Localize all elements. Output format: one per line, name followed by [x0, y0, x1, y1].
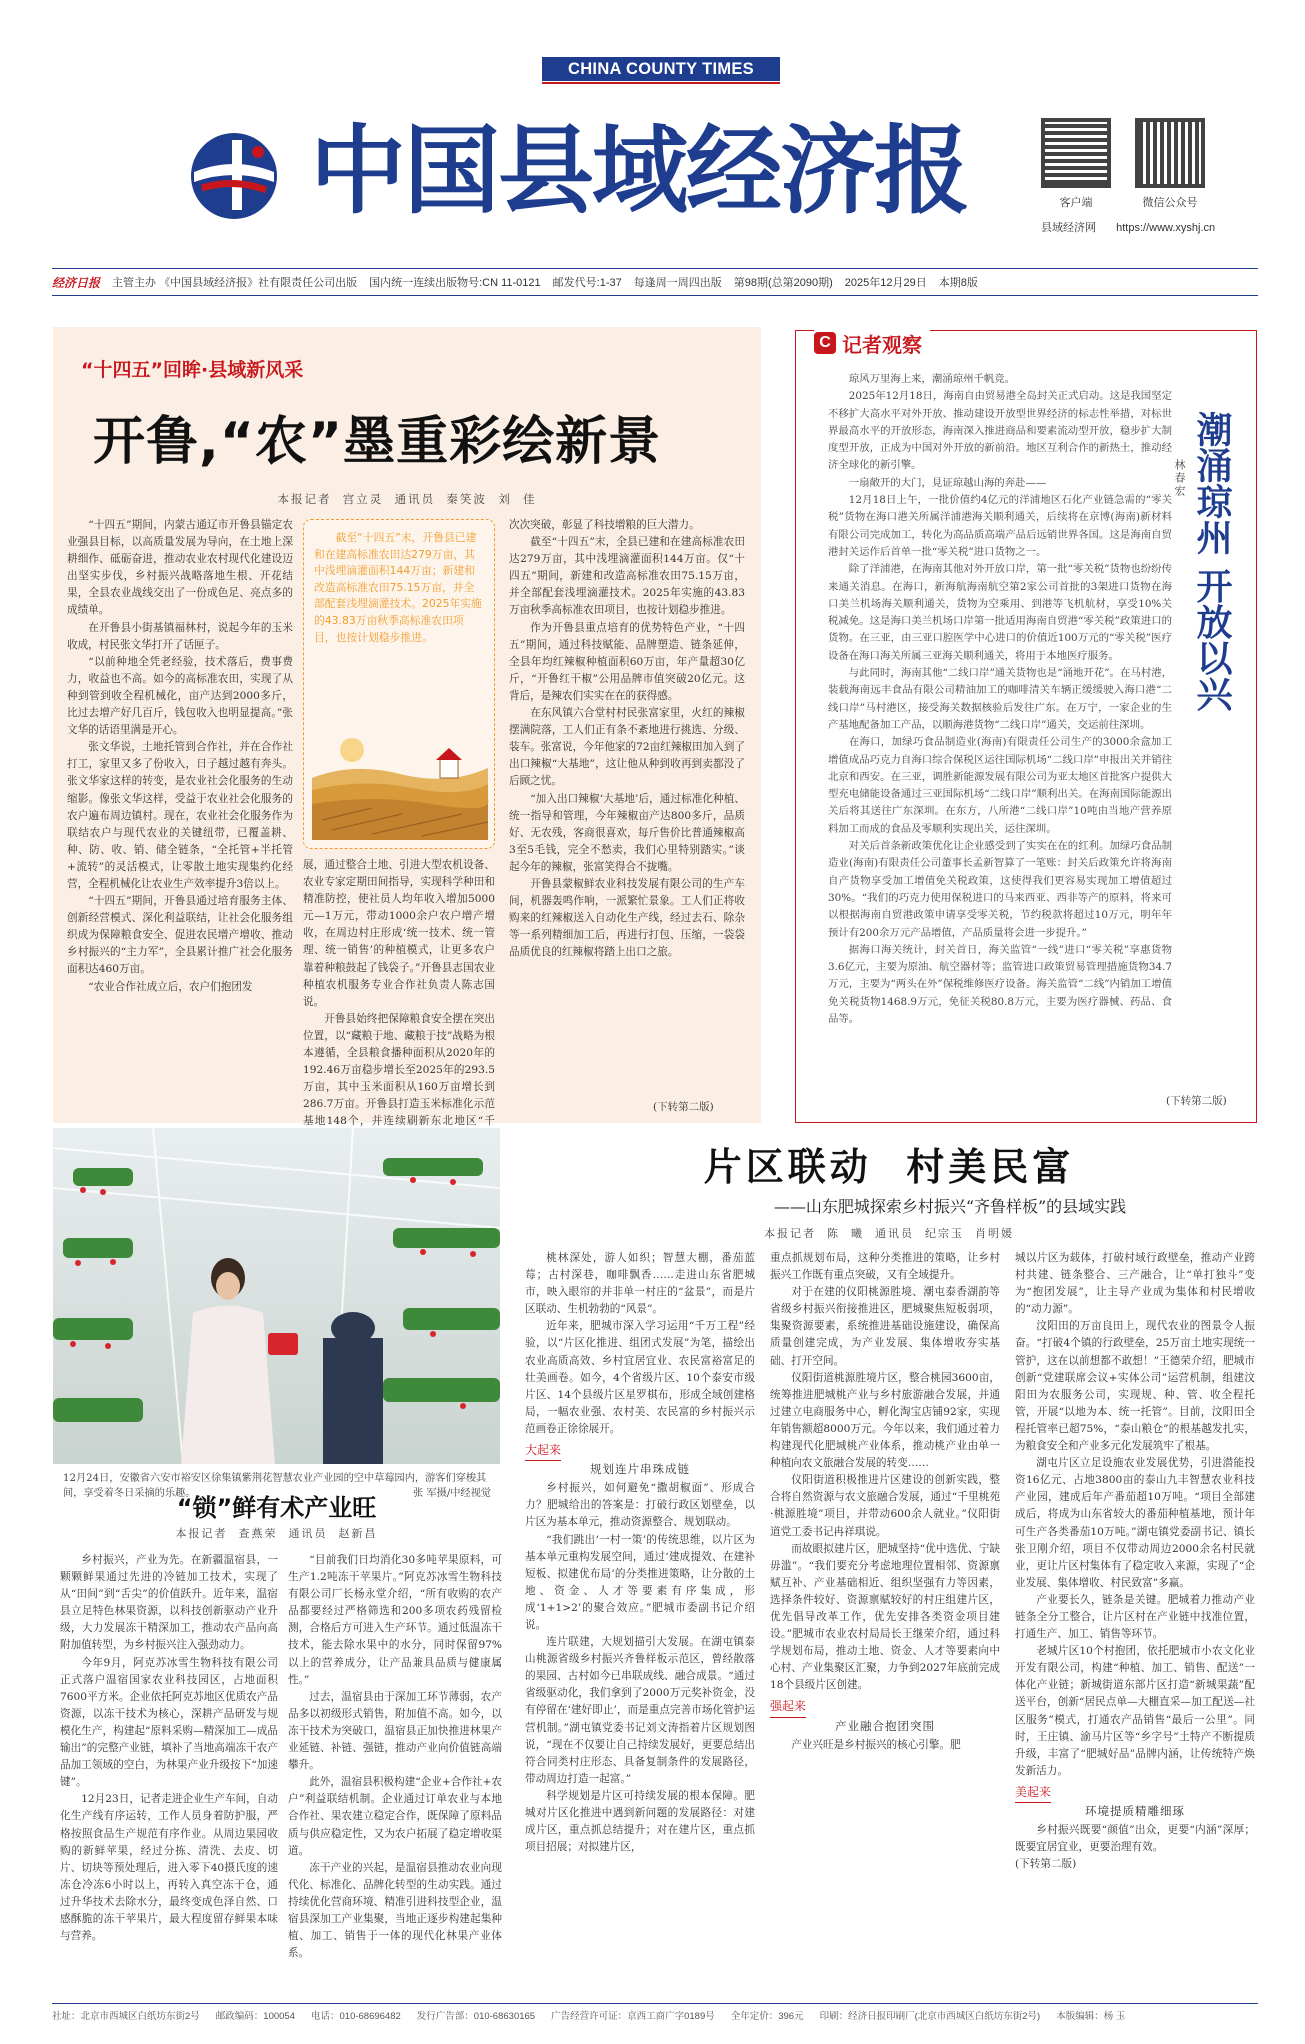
story-para: 城以片区为载体，打破村域行政壁垒，推动产业跨村共建、链条整合、三产融合，让“单打独斗”变为“抱团发展”，让主导产业成为集体和村民增收的“动力源”。 [1015, 1252, 1255, 1316]
feicheng-continued: (下转第二版) [1015, 1858, 1077, 1871]
story-para: 汶阳田的万亩良田上，现代农业的图景令人振奋。“打破4个镇的行政壁垒，25万亩土地实现统一管护，这在以前想都不敢想！”王德荣介绍，肥城市创新“党建联席会议+实体公司”运营机制，组建汶阳田为农服务公司，实现规、种、管、收全程托管，开展“以地为本、统一托管”。目前，汶阳田全程托管率已超75%，“泰山粮仓”的根基越发扎实，为粮食安全和产业多元化发展筑牢了根基。 [1015, 1320, 1255, 1453]
observation-para: 与此同时，海南其他“二线口岸”通关货物也是“涌地开花”。在马村港，装载海南远丰食品有限公司精油加工的咖啡清关车辆正缓缓驶入海口港“二线口岸”马村港区，接受海关数据核验后发往广东。在万宁，一家企业的生产基地配备加工产品，以顺海港货物“二线口岸”通关，交运前往深圳。 [828, 667, 1172, 731]
story-zhao-byline: 本报记者 查燕荣 通讯员 赵新昌 [175, 1527, 378, 1540]
observation-para: 12月18日上午，一批价值约4亿元的洋浦地区石化产业链急需的“零关税”货物在海口港关所属洋浦港海关顺利通关，后续将在京博(海南)新材料有限公司完成加工，转化为高品质高端产品后远销世界各国。这是海南自贸港封关运作后首单一批“零关税”进口货物之一。 [828, 494, 1172, 558]
feature-para: 开鲁县蒙椒鲜农业科技发展有限公司的生产车间，机器轰鸣作响，一派繁忙景象。工人们正将收购来的红辣椒送入自动化生产线，经过去石、除杂等一系列精细加工后，再进行打包、压缩，一袋袋品质优良的红辣椒将踏上出口之旅。 [509, 877, 745, 959]
story-feicheng-byline: 本报记者 陈 曦 通讯员 纪宗玉 肖明媛 [764, 1227, 1014, 1240]
qr-code-wechat-label: 微信公众号 [1142, 197, 1198, 209]
series-label: “十四五”回眸·县域新风采 [81, 359, 304, 381]
story-para: 乡村振兴既要“颜值”出众，更要“内涵”深厚；既要宜居宜业，更要治理有效。 [1015, 1824, 1255, 1854]
footer-address: 社址：北京市西城区白纸坊东街2号 [52, 2010, 200, 2022]
feature-col-1 [67, 517, 293, 1111]
subhead-3-label: 美起来 [1015, 1784, 1051, 1803]
story-zhao-headline: “锁”鲜有术产业旺 [176, 1494, 377, 1522]
story-para: 产业兴旺是乡村振兴的核心引擎。肥 [791, 1738, 961, 1751]
observation-body [828, 371, 1172, 1111]
postal-code: 邮发代号:1-37 [552, 277, 622, 289]
story-para: 湖屯片区立足设施农业发展优势，引进潜能投资16亿元、占地3800亩的泰山九丰智慧农业科技产业园，建成后年产番茄超10万吨。“项目全部建成后，将成为山东省较大的番茄种植基地，预计年可生产各类番茄10万吨。”湖屯镇党委副书记、镇长张卫刚介绍，项目不仅带动周边2000余名村民就业，更让片区村集体有了稳定收入来源，实现了“企业发展、集体增收、村民致富”多赢。 [1015, 1457, 1255, 1589]
feature-para: 在开鲁县小街基镇福林村，说起今年的玉米收成，村民张文华打开了话匣子。 [67, 621, 293, 651]
info-bar [52, 268, 1258, 296]
feature-para: “加入出口辣椒‘大基地’后，通过标准化种植、统一指导和管理，今年辣椒亩产达800多斤，品质好、无农残，客商很喜欢，每斤售价比普通辣椒高3至5毛钱，完全不愁卖，我们心里特别踏实。”谈起今年的辣椒，张富笑得合不拢嘴。 [509, 792, 745, 873]
feature-para: 次次突破，彰显了科技增粮的巨大潜力。 [509, 519, 700, 531]
qr-code-wechat[interactable] [1135, 118, 1205, 188]
subhead-3 [1015, 1784, 1255, 1820]
observation-title: 潮涌琼州 开放以兴 [1191, 411, 1233, 712]
qr-code-client-label: 客户端 [1059, 197, 1093, 209]
story-para: 对于在建的仪阳桃源胜境、潮屯泰香湖韵等省级乡村振兴衔接推进区，肥城聚焦短板弱项，集聚资源要素，系统推进基础设施建设，确保高质量创建完成，为产业发展、集体增收夯实基础、打开空间。 [770, 1286, 1000, 1367]
feature-col-3 [509, 517, 745, 1095]
logo-emblem-icon [188, 130, 280, 222]
footer-price: 全年定价：396元 [730, 2010, 804, 2022]
issue-number: 第98期(总第2090期) [733, 277, 833, 289]
website-url[interactable]: https://www.xyshj.cn [1116, 222, 1216, 234]
feature-para: “农业合作社成立后，农户们抱团发 [88, 980, 253, 993]
story-para: 产业要长久，链条是关键。肥城着力推动产业链条全分工整合，让片区村在产业链中找准位置，打通生产、加工、销售等环节。 [1015, 1593, 1255, 1641]
observation-para: 琼风万里海上来，潮涌琼州千帆竞。 [848, 373, 1016, 385]
feature-para: “十四五”期间，开鲁县通过培育服务主体、创新经营模式、深化利益联结，让社会化服务组织成为保障粮食安全、促进农民增产增收、推动乡村振兴的“主力军”，全县累计推广社会化服务面积达460万亩。 [67, 895, 293, 976]
feature-para: 张文华说，土地托管到合作社，并在合作社打工，家里又多了份收入，日子越过越有奔头。张文华家这样的转变，是农业社会化服务的生动缩影。像张文华这样，受益于农业社会化服务的农户遍布周边镇村。现在，农业社会化服务作为联结农户与现代农业的关键纽带，已覆盖耕、种、防、收、销、储全链条，“全托管+半托管+流转”的灵活模式，让零散土地实现集约化经营，全程机械化让农业生产效率提升3倍以上。 [67, 741, 293, 890]
observation-box [795, 330, 1257, 1123]
story-para: 连片联建，大规划描引大发展。在湖屯镇泰山桃源省级乡村振兴齐鲁样板示范区，曾经散落的果园、古村如今已串联成线、融合成景。“通过省级驱动化，我们拿到了2000万元奖补资金，没有停留在‘建好即止’，而是重点完善市场化管护运营机制。”湖屯镇党委书记刘文涛指着片区规划图说，“现在不仅要让自己持续发展好，更要总结出符合同类村庄形态、具备复制条件的发展路径，带动周边打造一起富。” [525, 1636, 755, 1785]
feature-continued: (下转第二版) [653, 1101, 714, 1113]
story-zhao-col-1 [60, 1552, 278, 1972]
subhead-3-title: 环境提质精雕细琢 [1085, 1804, 1185, 1818]
feicheng-col-2 [770, 1250, 1000, 1990]
story-para: 科学规划是片区可持续发展的根本保障。肥城对片区化推进中遇到新问题的发展路径：对建成片区，重点抓总结提升；对在建片区，重点抓项目招展；对拟建片区， [525, 1789, 755, 1854]
footer-editor: 本版编辑：杨 玉 [1056, 2010, 1126, 2022]
story-zhao-col-2 [288, 1552, 502, 1972]
story-para: “我们跳出‘一村一策’的传统思维，以片区为基本单元重构发展空间，通过‘建成提效、在建补短板、拟建优布局’的分类推进策略，让分散的土地、资金、人才等要素有序集成，形成‘1+1>2’的聚合效应。”肥城市委副书记介绍说。 [525, 1533, 755, 1631]
story-para: 重点抓规划布局，这种分类推进的策略，让乡村振兴工作既有重点突破，又有全域提升。 [770, 1252, 1000, 1282]
qr-code-client[interactable] [1041, 118, 1111, 188]
observation-continued: (下转第二版) [1166, 1095, 1227, 1107]
footer-bar [52, 2003, 1258, 2025]
observation-para: 除了洋浦港，在海南其他对外开放口岸，第一批“零关税”货物也纷纷传来通关消息。在海口，新海航海南航空第2家公司首批的3架进口货物在海口美兰机场海关顺利通关，货物为空乘用、到港等飞机航材，享受10%关税减免。这是海口美兰机场口岸第一批适用海南自贸港“零关税”政策进口的货物。在三亚，由三亚口腔医学中心进口的价值近100万元的“零关税”医疗设备在海口海关所属三亚海关顺利通关，将用于本地医疗服务。 [828, 563, 1172, 662]
story-para: 桃林深处，游人如织；智慧大棚，番茄蓝莓；古村深巷，咖啡飘香……走进山东省肥城市，映入眼帘的并非单一村庄的“盆景”，而是片区联动、生机勃勃的“风景”。 [525, 1252, 755, 1316]
story-feicheng-subtitle: ——山东肥城探索乡村振兴“齐鲁样板”的县域实践 [773, 1197, 1127, 1216]
observation-label: 记者观察 [842, 332, 922, 357]
feature-para: 展，通过整合土地、引进大型农机设备、农业专家定期田间指导，实现科学种田和精准防控，使社员人均年收入增加5000元—1万元，带动1000余户农户增产增收，在周边村庄形成‘统一技术、统一管理、统一销售’的种植模式，让更多农户靠着种粮鼓起了钱袋子。”开鲁县志国农业种植农机服务专业合作社负责人陈志国说。 [303, 859, 495, 1008]
observation-para: 据海口海关统计，封关首日，海关监管“一线”进口“零关税”享惠货物3.6亿元，主要为原油、航空器材等；监管进口政策贸易管理措施货物34.7万元，主要为“两头在外”保税维修医疗设备。海关监管“二线”内销加工增值免关税货物1468.9万元，免征关税80.8万元，主要为医疗器械、药品、食品等。 [828, 943, 1172, 1025]
story-para: 今年9月，阿克苏冰雪生物科技有限公司正式落户温宿国家农业科技园区，占地面积7600平方米。企业依托阿克苏地区优质农产品资源，以冻干技术为核心，深耕产品研发与规模化生产，构建起“原料采购—精深加工—成品输出”的完整产业链，填补了当地高端冻干农产品加工领域的空白，为林果产业升级按下“加速键”。 [60, 1656, 278, 1789]
story-para: 仪阳街道积极推进片区建设的创新实践，整合将自然资源与农文旅融合发展，通过“千里桃苑·桃源胜境”项目，并带动600余人就业。”仪阳街道党工委书记冉祥琪说。 [770, 1474, 1000, 1538]
feature-byline: 本报记者 宫立灵 通讯员 秦笑波 刘 佳 [277, 492, 537, 506]
feature-story [53, 327, 761, 1128]
feature-para: “十四五”期间，内蒙古通辽市开鲁县锚定农业强县目标，以高质量发展为导向，在土地上深耕细作、砥砺奋进，推动农业农村现代化建设迈出坚实步伐，乡村振兴战略落地生根、开花结果，全县农业战线交出了一份成色足、亮点多的成绩单。 [67, 519, 293, 617]
website-label: 县域经济网 [1041, 222, 1096, 234]
page-count: 本期8版 [938, 277, 978, 289]
photo-caption-text: 12月24日，安徽省六安市裕安区徐集镇紫荆花智慧农业产业园的空中草莓园内，游客们穿梭其间，享受着冬日采摘的乐趣。 [63, 1473, 487, 1499]
english-name-banner: CHINA COUNTY TIMES [542, 57, 780, 81]
story-para: 12月23日，记者走进企业生产车间，自动化生产线有序运转，工作人员身着防护服，严格按照食品生产规范有序作业。从周边果园收购的新鲜苹果，经过分拣、清洗、去皮、切片、切块等预处理后，进入零下40摄氏度的速冻仓冷冻6小时以上，再转入真空冻干仓，通过升华技术去除水分，最终变成色泽自然、口感酥脆的冻干苹果片，最大程度留存鲜果本味与营养。 [60, 1793, 278, 1943]
masthead-title: 中国县域经济报 [310, 114, 968, 227]
photo-credit: 张 军摄/中经视觉 [413, 1488, 491, 1499]
story-para: 仪阳街道桃源胜境片区，整合桃园3600亩，统筹推进肥城桃产业与乡村旅游融合发展，并通过建立电商服务中心，孵化淘宝店铺92家，实现年销售额超8000万元。今年以来，我们通过着力构建现代化肥城桃产业体系，推动桃产业由单一种植向农文旅融合发展的转变…… [770, 1371, 1000, 1470]
strawberry-greenhouse-photo [53, 1128, 500, 1464]
subhead-1 [525, 1442, 755, 1478]
subhead-2 [770, 1698, 1000, 1734]
feature-para: 在东风镇六合堂村村民张富家里，火红的辣椒摆满院落，工人们正有条不紊地进行挑选、分级、装车。张富说，今年他家的72亩红辣椒田加入到了出口辣椒“大基地”，这让他从种到收再到卖都没了后顾之忧。 [509, 707, 745, 788]
callout-text: 截至“十四五”末，开鲁县已建和在建高标准农田达279万亩，其中浅埋滴灌面积144万亩；新建和改造高标准农田75.15万亩，并全部配套浅埋滴灌技术。2025年实施的43.83万亩秋季高标准农田项目，也按计划稳步推进。 [314, 531, 482, 644]
masthead-underline [542, 82, 780, 84]
footer-distribution: 发行广告部：010-68630165 [416, 2010, 536, 2022]
story-para: 乡村振兴，如何避免“撒胡椒面”、形成合力？肥城给出的答案是：打破行政区划壁垒，以片区为基本单元，推动资源整合、规划联动。 [525, 1482, 755, 1529]
observation-para: 一扇敞开的大门，見证琼越山海的奔赴—— [848, 476, 1047, 489]
masthead [0, 0, 1305, 260]
website-line [1041, 219, 1261, 235]
observation-badge-icon: C [814, 332, 836, 354]
sponsor-logo: 经济日报 [52, 275, 101, 290]
issue-date: 2025年12月29日 [844, 277, 927, 289]
story-para: 老城片区10个村抱团，依托肥城市小农文化业开发有限公司，构建“种植、加工、销售、配送”一体化产业链；新城街道东部片区打造“新城果蔬”配送平台，创新“居民点单—大棚直采—加工配送—社区服务”模式，打通农产品销售“最后一公里”。同时，王庄镇、渝马片区等“乡字号”土特产不断提质升级，丰富了“肥城好品”品牌内涵，让传统特产焕发新活力。 [1015, 1645, 1255, 1777]
story-para: “目前我们日均消化30多吨苹果原料，可生产1.2吨冻干苹果片。”阿克苏冰雪生物科技有限公司厂长杨永堂介绍，“所有收购的农产品都要经过严格筛选和200多项农药残留检测，合格后方可进入生产环节。通过低温冻干技术，能去除水果中的水分，同时保留97%以上的营养成分，让产品兼具品质与健康属性。” [288, 1554, 502, 1686]
footer-postcode: 邮政编码：100054 [215, 2010, 295, 2022]
footer-license: 广告经营许可证：京西工商广字0189号 [551, 2010, 715, 2022]
data-callout-box [303, 519, 495, 849]
frequency: 每逢周一周四出版 [633, 277, 722, 289]
observation-para: 对关后首条新政策优化让企业感受到了实实在在的红利。加绿巧食品制造业(海南)有限责任公司董事长孟新智算了一笔账：封关后政策允许将海南自产货物享受加工增值免关税政策，这使得我们更容易实现加工增值超过30%。“我们的巧克力使用保税进口的马来西亚、西非等产的原料，将来可以根据海南自贸港政策申请享受零关税，节约税款将超过10万元，明年年预计有200余万元产品增值，产品质量将会进一步提升。” [828, 840, 1172, 939]
observation-header [814, 329, 930, 357]
feicheng-col-3 [1015, 1250, 1255, 1990]
farmland-illustration [312, 728, 488, 840]
observation-author: 林春宏 [1173, 459, 1186, 498]
feature-para: 开鲁县始终把保障粮食安全摆在突出位置，以“藏粮于地、藏粮于技”战略为根本遵循，全县粮食播种面积从2020年的192.46万亩稳步增长至2025年的293.5万亩，其中玉米面积从160万亩增长到286.7万亩。开鲁县打造玉米标准化示范基地148个，并连续刷新东北地区“千 [303, 1012, 495, 1128]
footer-phone: 电话：010-68696482 [311, 2010, 401, 2022]
observation-para: 2025年12月18日，海南自由贸易港全岛封关正式启动。这是我国坚定不移扩大高水平对外开放、推动建设开放型世界经济的标志性举措，对标世界最高水平的开放形态，海南深入推进商品和要素流动型开放，稳步扩大制度型开放，正成为中国对外开放的新前沿。地区互利合作的新热土，推动经济全球化的新引擎。 [828, 390, 1172, 472]
story-para: 近年来，肥城市深入学习运用“千万工程”经验，以“片区化推进、组团式发展”为笔，描绘出农业高质高效、乡村宜居宜业、农民富裕富足的壮美画卷。如今，4个省级片区、10个泰安市级片区、14个县级片区星罗棋布，形成全域创建格局，一幅农业强、农村美、农民富的乡村振兴示范画卷正徐徐展开。 [525, 1320, 755, 1435]
feicheng-col-1 [525, 1250, 755, 1990]
sponsor-text: 主管主办 《中国县域经济报》社有限责任公司出版 [112, 277, 358, 289]
feature-para: 截至“十四五”末，全县已建和在建高标准农田达279万亩，其中浅埋滴灌面积144万亩。仅“十四五”期间，新建和改造高标准农田75.15万亩，并全部配套浅埋滴灌技术。2025年实施的43.83万亩秋季高标准农田项目，也按计划稳步推进。 [509, 536, 745, 617]
feature-para: “以前种地全凭老经验，技术落后，费事费力，收益也不高。如今的高标准农田，实现了从种到管到收全程机械化，亩产达到2000多斤，比过去增产好几百斤，钱包收入也明显提高。”张文华的话语里满是开心。 [67, 655, 293, 737]
story-para: 冻干产业的兴起，是温宿县推动农业向现代化、标准化、品牌化转型的生动实践。通过持续优化营商环境、精准引进科技型企业，温宿县深加工产业集聚，当地正逐步构建起集种植、加工、销售于一体的现代化林果产业体系。 [288, 1861, 502, 1960]
feature-col-2 [303, 857, 495, 1128]
story-para: 而故眼拟建片区，肥城坚持“优中选优、宁缺毋滥”。“我们要充分考虑地理位置相邻、资源禀赋互补、产业基础相近、组织坚强有力等因素，选择条件较好、资源禀赋较好的村庄组建片区，优先倡导改革工作，优先安排各类资金项目建设。”肥城市农业农村局局长王继荣介绍，通过科学规划布局，推动土地、资金、人才等要素向中心村、产业集聚区汇聚，力争到2027年底前完成18个县级片区创建。 [770, 1542, 1000, 1692]
observation-para: 在海口，加绿巧食品制造业(海南)有限责任公司生产的3000余盒加工增值成品巧克力自海口综合保税区运往国际机场“二线口岸”申报出关并销往北京和西安。在三亚，调胜新能源发展有限公司为亚太地区首批客户提供大型充电储能设备通过三亚国际机场“二线口岸”顺利出关。在海南国际能源出关后将其送往广东深圳。在东方，八所港“二线口岸”10吨由当地产营养原料加工而成的食品及零顺利实现出关，运往深圳。 [828, 736, 1172, 835]
story-feicheng-headline: 片区联动 村美民富 [703, 1144, 1075, 1189]
story-para: 乡村振兴，产业为先。在新疆温宿县，一颗颗鲜果通过先进的冷链加工技术，实现了从“田间”到“舌尖”的价值跃升。近年来，温宿县立足特色林果资源，以科技创新驱动产业升级，大力发展冻干精深加工，推动农产品向高附加值转型，为乡村振兴注入强劲动力。 [60, 1554, 278, 1652]
subhead-2-label: 强起来 [770, 1698, 806, 1717]
cn-number: 国内统一连续出版物号:CN 11-0121 [369, 277, 541, 289]
subhead-1-label: 大起来 [525, 1442, 561, 1461]
subhead-2-title: 产业融合抱团突围 [835, 1718, 935, 1733]
photo-block [53, 1128, 500, 1528]
story-para: 此外，温宿县积极构建“企业+合作社+农户”利益联结机制。企业通过订单农业与本地合作社、果农建立稳定合作，既保障了原料品质与供应稳定性，又为农户拓展了稳定增收渠道。 [288, 1776, 502, 1857]
feature-para: 作为开鲁县重点培育的优势特色产业，“十四五”期间，通过科技赋能、品牌塑造、链条延伸，全县年均红辣椒种植面积60万亩，年产量超30亿斤，“开鲁红干椒”公用品牌市值突破20亿元。这背后，是辣农们实实在在的获得感。 [509, 621, 745, 702]
footer-printer: 印刷：经济日报印刷厂(北京市西城区白纸坊东街2号) [819, 2010, 1041, 2022]
feature-headline: 开鲁,“农”墨重彩绘新景 [93, 412, 662, 472]
story-para: 过去，温宿县由于深加工环节薄弱，农产品多以初级形式销售，附加值不高。如今，以冻干技术为突破口，温宿县正加快推进林果产业延链、补链、强链，推动产业向价值链高端攀升。 [288, 1690, 502, 1772]
subhead-1-title: 规划连片串珠成链 [590, 1462, 690, 1477]
